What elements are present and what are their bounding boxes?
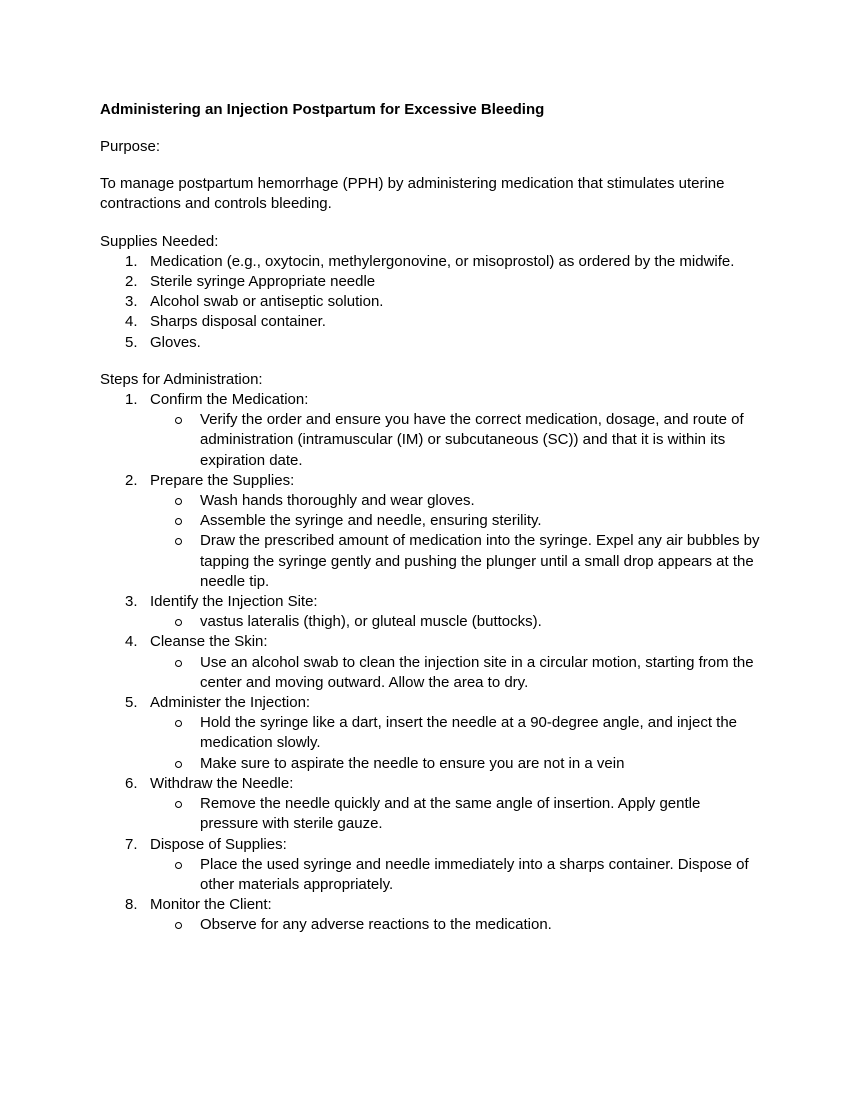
step-item <box>100 471 760 592</box>
hollow-bullet-icon <box>175 417 182 424</box>
step-subitem-text: Place the used syringe and needle immediately into a sharps container. Dispose of other materials appropriately. <box>200 855 749 893</box>
purpose-heading: Purpose: <box>100 138 161 155</box>
supply-item <box>100 333 760 353</box>
step-number: 5. <box>125 694 138 712</box>
supply-text: Alcohol swab or antiseptic solution. <box>150 293 384 311</box>
step-title: Administer the Injection: <box>150 694 311 712</box>
hollow-bullet-icon <box>175 922 182 929</box>
step-number: 7. <box>125 835 138 853</box>
step-number: 8. <box>125 896 138 914</box>
supplies-heading: Supplies Needed: <box>100 232 219 250</box>
step-subitem-text: Verify the order and ensure you have the correct medication, dosage, and route of administration (intramuscular (IM) or subcutaneous (SC)) and that it is within its expiration date. <box>200 411 744 469</box>
hollow-bullet-icon <box>175 720 182 727</box>
supply-text: Medication (e.g., oxytocin, methylergonovine, or misoprostol) as ordered by the midwife. <box>150 252 735 270</box>
step-subitem-text: Remove the needle quickly and at the same angle of insertion. Apply gentle pressure with sterile gauze. <box>200 795 701 833</box>
steps-heading: Steps for Administration: <box>100 370 263 388</box>
step-subitems <box>150 713 760 774</box>
supply-number: 5. <box>125 333 138 351</box>
step-number: 2. <box>125 471 138 489</box>
step-subitem <box>150 531 760 592</box>
hollow-bullet-icon <box>175 518 182 525</box>
step-subitem <box>150 915 760 935</box>
step-subitem-text: Make sure to aspirate the needle to ensure you are not in a vein <box>200 754 625 772</box>
step-subitem <box>150 410 760 471</box>
hollow-bullet-icon <box>175 619 182 626</box>
supply-number: 3. <box>125 293 138 311</box>
step-subitems <box>150 491 760 592</box>
step-title: Confirm the Medication: <box>150 391 309 409</box>
step-title: Cleanse the Skin: <box>150 633 268 651</box>
step-subitem <box>150 653 760 693</box>
step-subitem-text: Use an alcohol swab to clean the injection site in a circular motion, starting from the center and moving outward. Allow the area to dry. <box>200 653 754 691</box>
step-subitems <box>150 653 760 693</box>
step-subitems <box>150 794 760 834</box>
step-subitems <box>150 410 760 471</box>
hollow-bullet-icon <box>175 862 182 869</box>
step-subitem <box>150 754 760 774</box>
step-item <box>100 774 760 835</box>
supply-number: 2. <box>125 273 138 291</box>
step-number: 6. <box>125 774 138 792</box>
step-item <box>100 632 760 693</box>
supply-number: 4. <box>125 313 138 331</box>
supply-text: Gloves. <box>150 333 201 351</box>
step-item <box>100 895 760 935</box>
step-subitems <box>150 855 760 895</box>
hollow-bullet-icon <box>175 801 182 808</box>
hollow-bullet-icon <box>175 498 182 505</box>
step-subitems <box>150 612 760 632</box>
step-item <box>100 592 760 632</box>
step-subitem-text: Wash hands thoroughly and wear gloves. <box>200 492 475 510</box>
step-title: Dispose of Supplies: <box>150 835 287 853</box>
supply-number: 1. <box>125 252 138 270</box>
supply-text: Sharps disposal container. <box>150 313 326 331</box>
steps-list <box>100 390 760 935</box>
supply-item <box>100 252 760 272</box>
step-subitem <box>150 713 760 753</box>
supply-item <box>100 272 760 292</box>
step-subitem <box>150 511 760 531</box>
step-title: Withdraw the Needle: <box>150 774 294 792</box>
purpose-text: To manage postpartum hemorrhage (PPH) by administering medication that stimulates uterine contractions and controls bleeding. <box>100 175 725 213</box>
step-subitems <box>150 915 760 935</box>
document-page <box>100 100 760 936</box>
step-subitem <box>150 491 760 511</box>
step-title: Monitor the Client: <box>150 896 272 914</box>
hollow-bullet-icon <box>175 660 182 667</box>
hollow-bullet-icon <box>175 538 182 545</box>
step-number: 3. <box>125 593 138 611</box>
step-item <box>100 390 760 471</box>
document-title: Administering an Injection Postpartum for Excessive Bleeding <box>100 101 545 118</box>
hollow-bullet-icon <box>175 761 182 768</box>
step-item <box>100 693 760 774</box>
step-subitem-text: vastus lateralis (thigh), or gluteal muscle (buttocks). <box>200 613 542 631</box>
supply-item <box>100 292 760 312</box>
step-title: Prepare the Supplies: <box>150 471 295 489</box>
step-number: 4. <box>125 633 138 651</box>
step-subitem-text: Hold the syringe like a dart, insert the needle at a 90-degree angle, and inject the medication slowly. <box>200 714 738 752</box>
supply-text: Sterile syringe Appropriate needle <box>150 273 376 291</box>
step-item <box>100 835 760 896</box>
step-number: 1. <box>125 391 138 409</box>
supply-item <box>100 312 760 332</box>
supplies-list <box>100 252 760 353</box>
step-subitem-text: Observe for any adverse reactions to the medication. <box>200 916 552 934</box>
step-subitem <box>150 855 760 895</box>
step-subitem-text: Assemble the syringe and needle, ensuring sterility. <box>200 512 542 530</box>
step-subitem <box>150 794 760 834</box>
step-subitem <box>150 612 760 632</box>
step-subitem-text: Draw the prescribed amount of medication into the syringe. Expel any air bubbles by tapping the syringe gently and pushing the plunger until a small drop appears at the needle tip. <box>200 532 760 590</box>
step-title: Identify the Injection Site: <box>150 593 318 611</box>
